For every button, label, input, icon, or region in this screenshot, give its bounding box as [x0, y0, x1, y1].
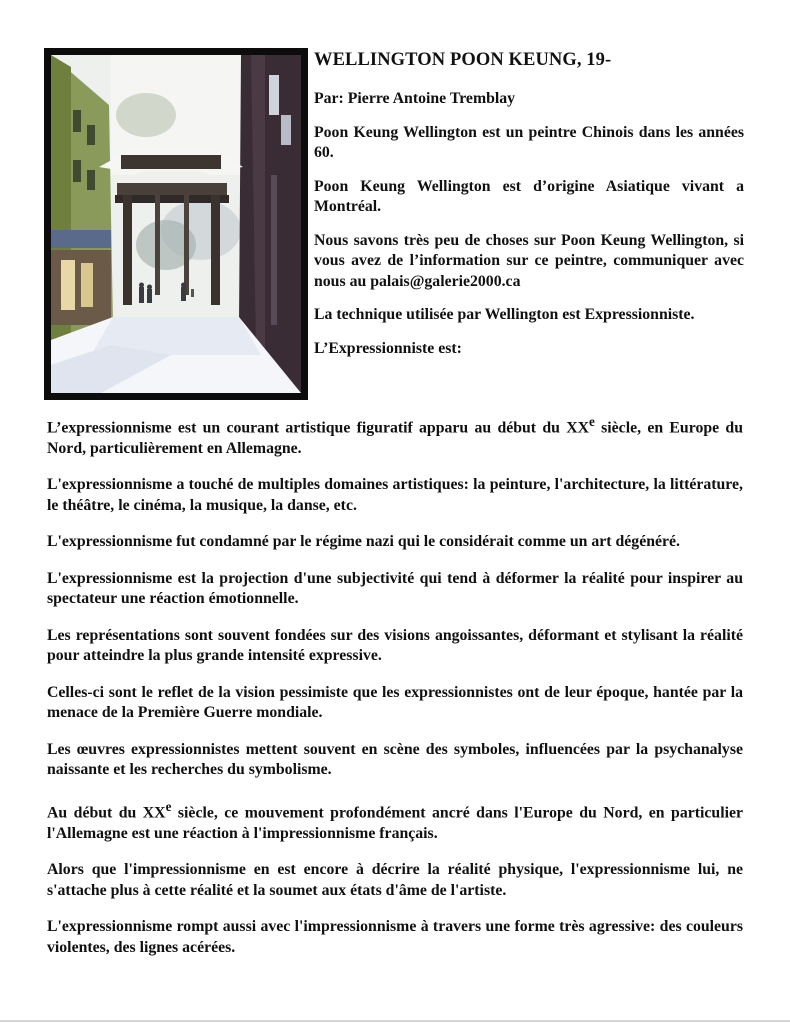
- body-paragraph: Les œuvres expressionnistes mettent souvent en scène des symboles, influencées par la psychanalyse naissante et les recherches du symbolisme.: [47, 740, 743, 779]
- snowy-chinatown-gate-painting-icon: [51, 55, 301, 393]
- body-paragraph: L'expressionnisme a touché de multiples domaines artistiques: la peinture, l'architecture, la littérature, le théâtre, le cinéma, la musique, la danse, etc.: [47, 476, 743, 514]
- intro-paragraph: Poon Keung Wellington est d’origine Asiatique vivant a Montréal.: [314, 177, 744, 215]
- body-paragraph: Au début du XXe siècle, ce mouvement profondément ancré dans l'Europe du Nord, en particulier l'Allemagne est une réaction à l'impressionnisme français.: [47, 798, 743, 842]
- byline: Par: Pierre Antoine Tremblay: [314, 90, 516, 107]
- header-column: [314, 49, 744, 372]
- intro-paragraph: La technique utilisée par Wellington est Expressionniste.: [314, 306, 695, 323]
- painting-image: [44, 48, 308, 400]
- body-paragraph: L'expressionnisme est la projection d'une subjectivité qui tend à déformer la réalité pour inspirer au spectateur une réaction émotionnelle.: [47, 569, 743, 608]
- body-text: [47, 412, 743, 974]
- scan-edge-divider: [0, 1020, 790, 1022]
- intro-paragraph: Poon Keung Wellington est un peintre Chinois dans les années 60.: [314, 123, 744, 161]
- intro-paragraph-contact: Nous savons très peu de choses sur Poon Keung Wellington, si vous avez de l’information sur ce peintre, communiquer avec nous au palais@galerie2000.ca: [314, 231, 744, 290]
- body-paragraph: Celles-ci sont le reflet de la vision pessimiste que les expressionnistes ont de leur époque, hantée par la menace de la Première Guerre mondiale.: [47, 683, 743, 722]
- body-paragraph: Les représentations sont souvent fondées sur des visions angoissantes, déformant et stylisant la réalité pour atteindre la plus grande intensité expressive.: [47, 626, 743, 665]
- body-paragraph: L'expressionnisme rompt aussi avec l'impressionnisme à travers une forme très agressive: des couleurs violentes, des lignes acérées.: [47, 918, 743, 956]
- body-paragraph: L’expressionnisme est un courant artistique figuratif apparu au début du XXe siècle, en Europe du Nord, particulièrement en Allemagne.: [47, 414, 743, 457]
- body-paragraph: L'expressionnisme fut condamné par le régime nazi qui le considérait comme un art dégénéré.: [47, 533, 680, 551]
- section-heading: L’Expressionniste est:: [314, 339, 462, 357]
- body-paragraph: Alors que l'impressionnisme en est encore à décrire la réalité physique, l'expressionnisme lui, ne s'attache plus à cette réalité et la soumet aux états d'âme de l'artiste.: [47, 861, 743, 899]
- document-title: WELLINGTON POON KEUNG, 19-: [314, 50, 612, 70]
